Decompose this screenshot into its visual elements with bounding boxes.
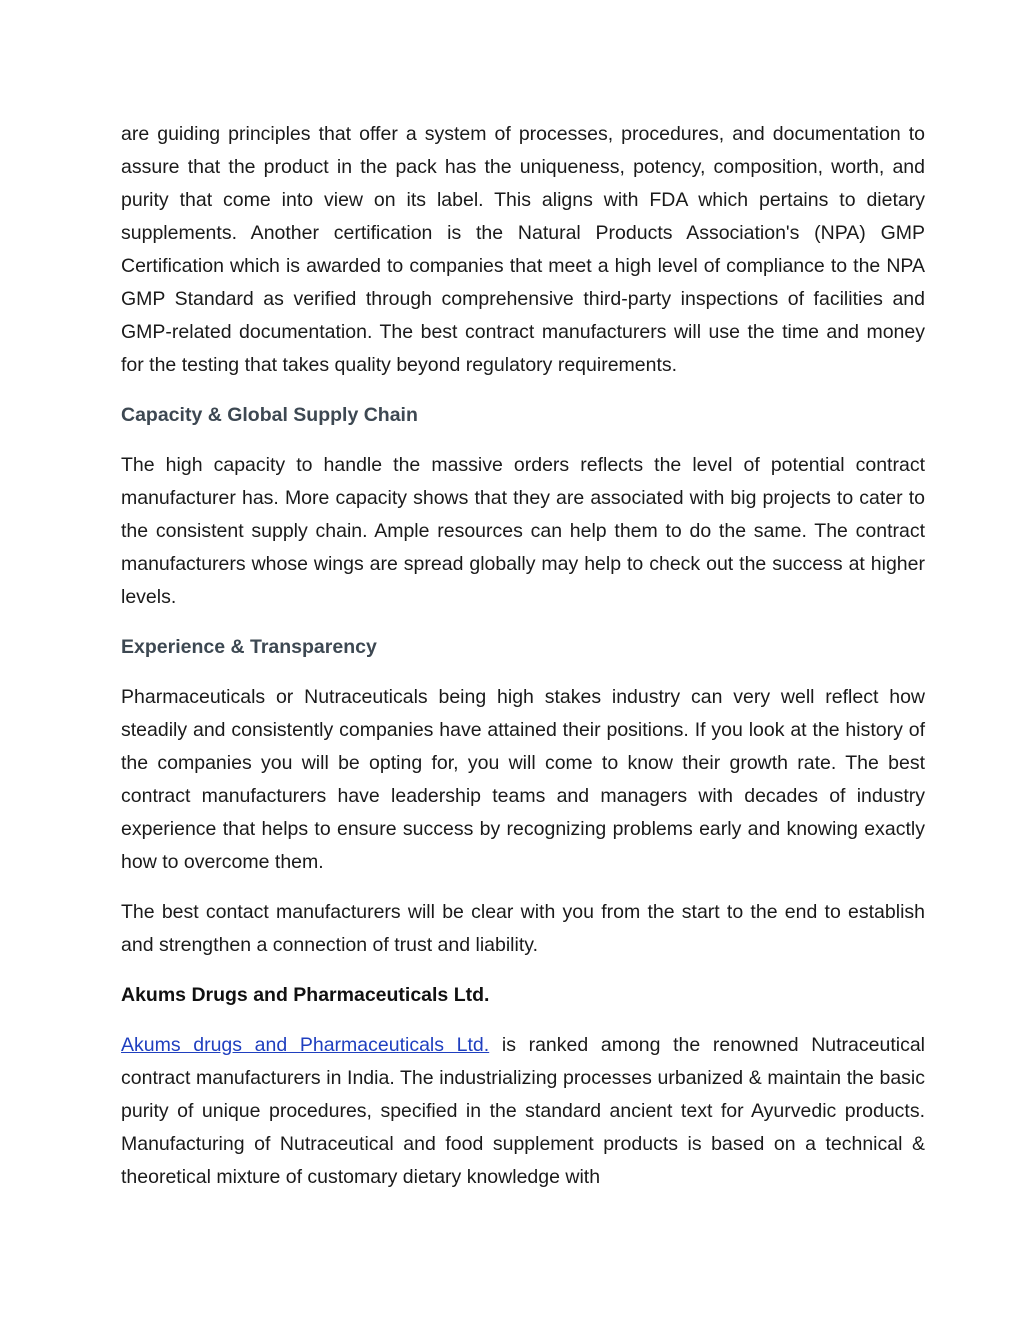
heading-capacity: Capacity & Global Supply Chain bbox=[121, 404, 418, 426]
paragraph-gmp: are guiding principles that offer a system of processes, procedures, and documentation to assure that the product in the pack has the uniqueness, potency, composition, worth, and purity that come into view on its label. This aligns with FDA which pertains to dietary supplements. Another certification is the Natural Products Association's (NPA) GMP Certification which is awarded to companies that meet a high level of compliance to the NPA GMP Standard as verified through comprehensive third-party inspections of facilities and GMP-related documentation. The best contract manufacturers will use the time and money for the testing that takes quality beyond regulatory requirements. bbox=[121, 123, 925, 376]
paragraph-akums-text: is ranked among the renowned Nutraceutical contract manufacturers in India. The industrializing processes urbanized & maintain the basic purity of unique procedures, specified in the standard ancient text for Ayurvedic products. Manufacturing of Nutraceutical and food supplement products is based on a technical & theoretical mixture of customary dietary knowledge with bbox=[121, 1034, 925, 1188]
heading-akums: Akums Drugs and Pharmaceuticals Ltd. bbox=[121, 984, 490, 1006]
paragraph-experience: Pharmaceuticals or Nutraceuticals being high stakes industry can very well reflect how steadily and consistently companies have attained their positions. If you look at the history of the companies you will be opting for, you will come to know their growth rate. The best contract manufacturers have leadership teams and managers with decades of industry experience that helps to ensure success by recognizing problems early and knowing exactly how to overcome them. bbox=[121, 686, 925, 873]
paragraph-akums bbox=[121, 1029, 925, 1194]
heading-experience: Experience & Transparency bbox=[121, 636, 377, 658]
paragraph-capacity: The high capacity to handle the massive orders reflects the level of potential contract manufacturer has. More capacity shows that they are associated with big projects to cater to the consistent supply chain. Ample resources can help them to do the same. The contract manufacturers whose wings are spread globally may help to check out the success at higher levels. bbox=[121, 454, 925, 608]
document-page bbox=[121, 118, 925, 1211]
akums-link[interactable]: Akums drugs and Pharmaceuticals Ltd. bbox=[121, 1034, 490, 1056]
paragraph-trust: The best contact manufacturers will be clear with you from the start to the end to establish and strengthen a connection of trust and liability. bbox=[121, 901, 925, 956]
